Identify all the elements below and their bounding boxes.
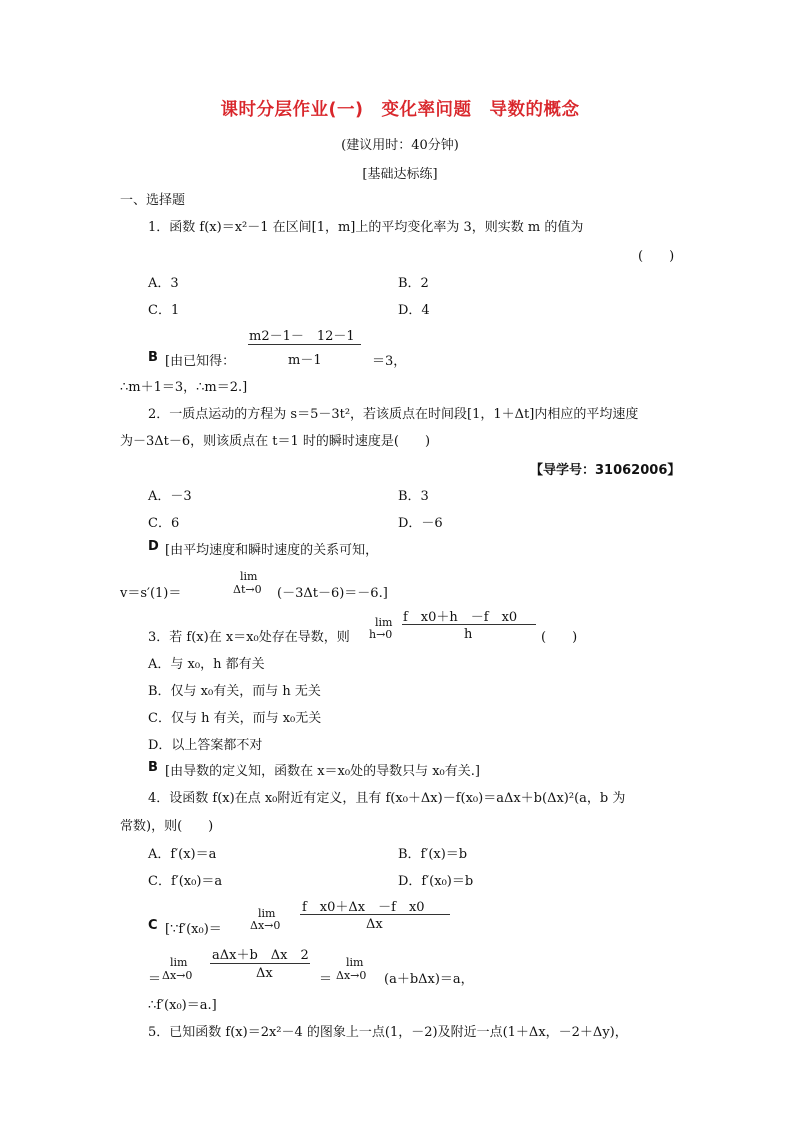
q4-lim1-subscript: Δx→0 (250, 919, 281, 932)
q1-option-b: B．2 (398, 276, 429, 291)
q2-answer-text: [由平均速度和瞬时速度的关系可知， (165, 543, 379, 558)
q1-answer-paren: ( ) (638, 249, 675, 264)
q4-lim2-subscript: Δx→0 (162, 969, 193, 982)
q5-stem: 5．已知函数 f(x)＝2x²－4 的图象上一点(1，－2)及附近一点(1＋Δx，－2＋Δy)， (148, 1025, 628, 1040)
section-heading: 一、选择题 (120, 193, 186, 208)
q4-lim2-label: lim (170, 956, 188, 969)
q2-lim-subscript: Δt→0 (233, 583, 262, 596)
q2-option-a: A．－3 (148, 489, 192, 504)
q3-option-a: A．与 x₀，h 都有关 (148, 657, 265, 672)
q3-lim-subscript: h→0 (369, 628, 393, 641)
q3-answer-paren: ( ) (541, 630, 578, 645)
q3-fraction-denominator: h (464, 627, 473, 642)
q2-lim-label: lim (240, 570, 258, 583)
q4-fraction1-bar (300, 914, 450, 915)
q3-option-c: C．仅与 h 有关，而与 x₀无关 (148, 711, 322, 726)
q1-fraction-denominator: m－1 (288, 353, 322, 368)
q4-line2-end: (a＋bΔx)＝a， (384, 972, 474, 987)
q1-option-c: C．1 (148, 303, 180, 318)
level-label: [基础达标练] (362, 167, 438, 182)
q2-option-b: B．3 (398, 489, 429, 504)
q1-option-d: D．4 (398, 303, 430, 318)
q2-option-d: D．－6 (398, 516, 443, 531)
q4-line2-equals: ＝ (148, 972, 162, 987)
q4-stem-line2: 常数)，则( ) (120, 819, 214, 834)
q4-fraction2-bar (210, 963, 310, 964)
q1-fraction-bar (248, 344, 361, 345)
q4-lim3-label: lim (346, 956, 364, 969)
q4-fraction2-numerator: aΔx＋b Δx 2 (212, 948, 309, 963)
q2-stem-line1: 2．一质点运动的方程为 s＝5－3t²，若该质点在时间段[1，1＋Δt]内相应的平均速度 (148, 407, 639, 422)
q2-answer-letter: D (148, 539, 159, 554)
q1-answer-text: [由已知得： (165, 354, 236, 369)
time-hint: (建议用时：40分钟) (341, 138, 459, 153)
q2-stem-line2: 为－3Δt－6，则该质点在 t＝1 时的瞬时速度是( ) (120, 434, 431, 449)
q4-answer-letter: C (148, 918, 158, 933)
q4-answer-line3: ∴f′(x₀)＝a.] (148, 998, 217, 1013)
q3-fraction-numerator: f x0＋h －f x0 (403, 610, 518, 625)
q1-stem: 1．函数 f(x)＝x²－1 在区间[1，m]上的平均变化率为 3，则实数 m 的值为 (148, 220, 584, 235)
q3-option-d: D．以上答案都不对 (148, 738, 263, 753)
q4-option-b: B．f′(x)＝b (398, 847, 468, 862)
q1-answer-tail: ＝3， (372, 354, 407, 369)
q4-lim1-label: lim (258, 907, 276, 920)
q4-option-a: A．f′(x)＝a (148, 847, 217, 862)
q4-fraction1-numerator: f x0＋Δx －f x0 (302, 900, 425, 915)
q1-fraction-numerator: m2－1－ 12－1 (249, 329, 355, 344)
q1-answer-letter: B (148, 350, 158, 365)
page-title: 课时分层作业(一) 变化率问题 导数的概念 (220, 100, 580, 120)
q2-option-c: C．6 (148, 516, 180, 531)
q2-line2-end: (－3Δt－6)＝－6.] (277, 586, 388, 601)
q4-fraction1-denominator: Δx (366, 917, 383, 932)
q4-lim3-subscript: Δx→0 (336, 969, 367, 982)
q3-fraction-bar (402, 624, 536, 625)
q4-option-d: D．f′(x₀)＝b (398, 874, 474, 889)
q4-fraction2-denominator: Δx (256, 966, 273, 981)
q1-answer-line2: ∴m＋1＝3，∴m＝2.] (120, 380, 248, 395)
q1-option-a: A．3 (148, 276, 179, 291)
q3-option-b: B．仅与 x₀有关，而与 h 无关 (148, 684, 321, 699)
q2-guide-number: 【导学号：31062006】 (530, 463, 681, 478)
q4-line2-equals-2: ＝ (319, 972, 333, 987)
q3-stem: 3．若 f(x)在 x＝x₀处存在导数，则 (148, 630, 350, 645)
q3-answer-text: [由导数的定义知，函数在 x＝x₀处的导数只与 x₀有关.] (165, 764, 480, 779)
q4-answer-text: [∵f′(x₀)＝ (165, 922, 222, 937)
q3-answer-letter: B (148, 760, 158, 775)
q4-option-c: C．f′(x₀)＝a (148, 874, 223, 889)
q4-stem-line1: 4．设函数 f(x)在点 x₀附近有定义，且有 f(x₀＋Δx)－f(x₀)＝aΔx＋b(Δx)²(a，b 为 (148, 791, 626, 806)
q3-lim-label: lim (375, 616, 393, 629)
q2-line2-start: v＝s′(1)＝ (120, 586, 182, 601)
